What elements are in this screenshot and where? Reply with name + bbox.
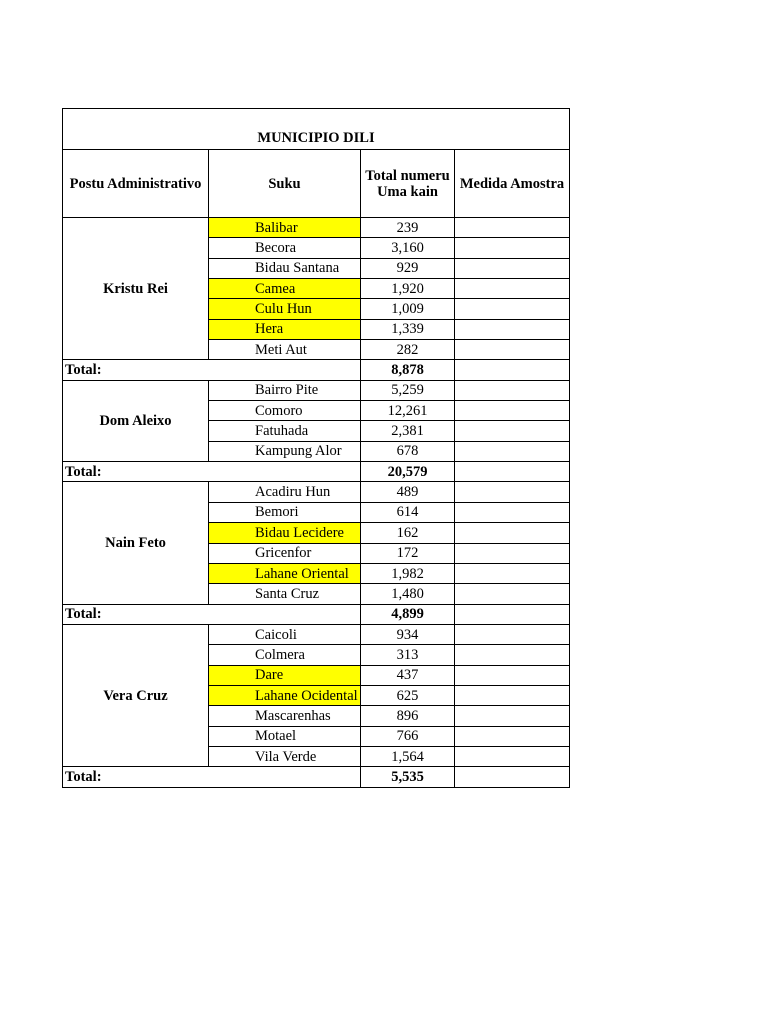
group-total-value: 20,579 — [361, 462, 455, 482]
total-label: Total: — [63, 462, 361, 482]
total-cell: 437 — [361, 665, 455, 685]
suku-cell: Camea — [209, 279, 361, 299]
header-total — [361, 150, 455, 218]
table-row — [63, 482, 570, 502]
header-total-line2: Uma kain — [377, 183, 438, 200]
suku-cell: Dare — [209, 665, 361, 685]
suku-cell: Balibar — [209, 218, 361, 238]
suku-cell: Bairro Pite — [209, 380, 361, 400]
group-total-value: 4,899 — [361, 604, 455, 624]
total-cell: 896 — [361, 706, 455, 726]
medida-cell — [455, 238, 570, 258]
total-label: Total: — [63, 767, 361, 787]
total-cell: 614 — [361, 502, 455, 522]
header-total-line1: Total numeru — [365, 167, 450, 184]
header-posto: Postu Administrativo — [63, 150, 209, 218]
medida-cell — [455, 584, 570, 604]
total-cell: 489 — [361, 482, 455, 502]
suku-cell: Motael — [209, 726, 361, 746]
suku-cell: Fatuhada — [209, 421, 361, 441]
total-cell: 678 — [361, 441, 455, 461]
suku-cell: Bidau Lecidere — [209, 523, 361, 543]
posto-cell: Nain Feto — [63, 482, 209, 604]
medida-cell — [455, 299, 570, 319]
total-row — [63, 604, 570, 624]
total-cell: 12,261 — [361, 401, 455, 421]
total-cell: 1,920 — [361, 279, 455, 299]
posto-cell: Kristu Rei — [63, 218, 209, 360]
suku-cell: Culu Hun — [209, 299, 361, 319]
medida-cell — [455, 380, 570, 400]
suku-cell: Becora — [209, 238, 361, 258]
table-row — [63, 380, 570, 400]
suku-cell: Bemori — [209, 502, 361, 522]
medida-cell — [455, 218, 570, 238]
table-title: MUNICIPIO DILI — [63, 109, 570, 150]
total-row — [63, 767, 570, 787]
suku-cell: Kampung Alor — [209, 441, 361, 461]
table-row — [63, 218, 570, 238]
total-cell: 5,259 — [361, 380, 455, 400]
total-label: Total: — [63, 604, 361, 624]
medida-cell — [455, 258, 570, 278]
header-suku: Suku — [209, 150, 361, 218]
medida-cell — [455, 604, 570, 624]
suku-cell: Colmera — [209, 645, 361, 665]
medida-cell — [455, 502, 570, 522]
total-cell: 282 — [361, 340, 455, 360]
medida-cell — [455, 685, 570, 705]
suku-cell: Bidau Santana — [209, 258, 361, 278]
group-total-value: 8,878 — [361, 360, 455, 380]
medida-cell — [455, 360, 570, 380]
medida-cell — [455, 767, 570, 787]
medida-cell — [455, 706, 570, 726]
suku-cell: Caicoli — [209, 624, 361, 644]
total-cell: 239 — [361, 218, 455, 238]
suku-cell: Lahane Oriental — [209, 563, 361, 583]
medida-cell — [455, 319, 570, 339]
total-cell: 1,982 — [361, 563, 455, 583]
suku-cell: Meti Aut — [209, 340, 361, 360]
total-cell: 313 — [361, 645, 455, 665]
total-row — [63, 462, 570, 482]
total-cell: 1,339 — [361, 319, 455, 339]
suku-cell: Lahane Ocidental — [209, 685, 361, 705]
medida-cell — [455, 563, 570, 583]
total-cell: 1,480 — [361, 584, 455, 604]
medida-cell — [455, 482, 570, 502]
medida-cell — [455, 462, 570, 482]
suku-cell: Acadiru Hun — [209, 482, 361, 502]
total-cell: 172 — [361, 543, 455, 563]
medida-cell — [455, 645, 570, 665]
suku-cell: Comoro — [209, 401, 361, 421]
suku-cell: Vila Verde — [209, 746, 361, 766]
municipio-table — [62, 108, 570, 788]
total-cell: 1,009 — [361, 299, 455, 319]
table-row — [63, 624, 570, 644]
medida-cell — [455, 665, 570, 685]
medida-cell — [455, 401, 570, 421]
medida-cell — [455, 726, 570, 746]
total-cell: 2,381 — [361, 421, 455, 441]
total-cell: 1,564 — [361, 746, 455, 766]
total-cell: 934 — [361, 624, 455, 644]
total-cell: 766 — [361, 726, 455, 746]
posto-cell: Dom Aleixo — [63, 380, 209, 461]
medida-cell — [455, 441, 570, 461]
table-body — [63, 109, 570, 788]
medida-cell — [455, 421, 570, 441]
suku-cell: Gricenfor — [209, 543, 361, 563]
medida-cell — [455, 746, 570, 766]
title-row — [63, 109, 570, 150]
group-total-value: 5,535 — [361, 767, 455, 787]
total-row — [63, 360, 570, 380]
medida-cell — [455, 543, 570, 563]
posto-cell: Vera Cruz — [63, 624, 209, 766]
header-medida: Medida Amostra — [455, 150, 570, 218]
medida-cell — [455, 624, 570, 644]
suku-cell: Santa Cruz — [209, 584, 361, 604]
suku-cell: Mascarenhas — [209, 706, 361, 726]
total-label: Total: — [63, 360, 361, 380]
total-cell: 162 — [361, 523, 455, 543]
medida-cell — [455, 340, 570, 360]
header-row — [63, 150, 570, 218]
total-cell: 625 — [361, 685, 455, 705]
medida-cell — [455, 279, 570, 299]
medida-cell — [455, 523, 570, 543]
total-cell: 3,160 — [361, 238, 455, 258]
suku-cell: Hera — [209, 319, 361, 339]
total-cell: 929 — [361, 258, 455, 278]
